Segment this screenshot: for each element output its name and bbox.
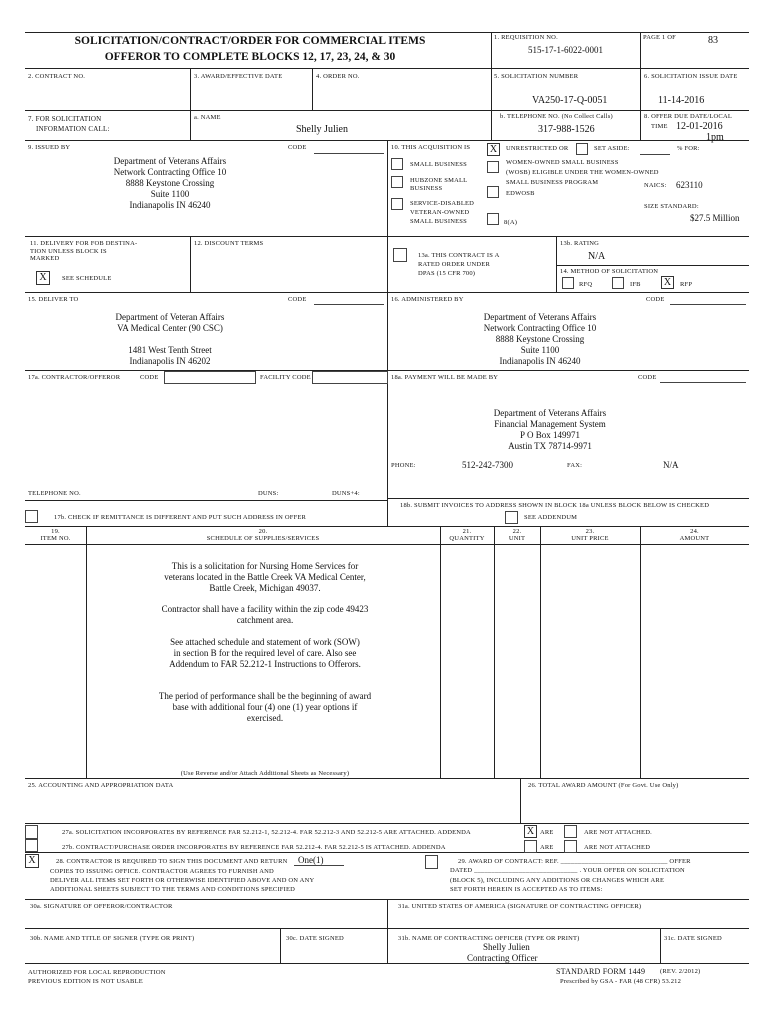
accounting-data-label: 25. ACCOUNTING AND APPROPRIATION DATA <box>28 782 174 789</box>
percent-for-label: % FOR: <box>677 145 700 152</box>
contact-name-label: a. NAME <box>194 114 221 121</box>
order-no-label: 4. ORDER NO. <box>316 73 360 80</box>
telephone-number: 317-988-1526 <box>538 124 595 135</box>
col-unit-num: 22. <box>512 528 522 535</box>
payment-fax-label: FAX: <box>567 462 583 469</box>
schedule-paragraph-1: This is a solicitation for Nursing Home Services for veterans located in the Battle Creek VA Medical Center, Battle Creek, Michigan 49037. <box>164 561 366 593</box>
deliver-to-label: 15. DELIVER TO <box>28 296 79 303</box>
rated-order-checkbox[interactable] <box>393 248 407 262</box>
size-standard-label: SIZE STANDARD: <box>644 203 699 210</box>
deliver-to-address: Department of Veteran Affairs VA Medical Center (90 CSC) 1481 West Tenth Street Indianapolis IN 46202 <box>115 312 225 366</box>
unrestricted-label: UNRESTRICTED OR <box>506 145 569 152</box>
footer-reproduction-note: AUTHORIZED FOR LOCAL REPRODUCTION PREVIOUS EDITION IS NOT USABLE <box>28 969 166 985</box>
8a-label: 8(A) <box>504 219 518 226</box>
schedule-paragraph-4: The period of performance shall be the beginning of award base with additional four (4) one (1) year options if exercised. <box>158 691 372 723</box>
contractor-code-field[interactable] <box>164 371 256 384</box>
info-call-label-1: 7. FOR SOLICITATION <box>28 115 102 123</box>
award-date-label: 3. AWARD/EFFECTIVE DATE <box>194 73 283 80</box>
contact-name: Shelly Julien <box>296 124 348 135</box>
solicitation-method-label: 14. METHOD OF SOLICITATION <box>560 268 659 275</box>
27a-not-attached-label: ARE NOT ATTACHED. <box>584 829 652 836</box>
duns-label: DUNS: <box>258 490 279 497</box>
naics-label: NAICS: <box>644 182 667 189</box>
edwosb-label: EDWOSB <box>506 190 535 197</box>
8a-checkbox[interactable] <box>487 213 499 225</box>
29-text-line1: 29. AWARD OF CONTRACT: REF. _______________________________ OFFER <box>458 858 691 865</box>
contracting-officer-name: Shelly Julien <box>483 942 530 952</box>
remittance-label: 17b. CHECK IF REMITTANCE IS DIFFERENT AND PUT SUCH ADDRESS IN OFFER <box>54 514 307 521</box>
col-unit-price: UNIT PRICE <box>571 535 609 542</box>
discount-terms-label: 12. DISCOUNT TERMS <box>194 240 264 247</box>
wosb-label: WOMEN-OWNED SMALL BUSINESS (WOSB) ELIGIBLE UNDER THE WOMEN-OWNED SMALL BUSINESS PROGRAM <box>506 159 659 186</box>
acquisition-label: 10. THIS ACQUISITION IS <box>391 144 471 151</box>
naics-code: 623110 <box>676 180 703 190</box>
hubzone-checkbox[interactable] <box>391 176 403 188</box>
facility-code-field[interactable] <box>312 371 388 384</box>
offer-due-label: 8. OFFER DUE DATE/LOCAL <box>644 113 733 120</box>
ifb-label: IFB <box>630 281 641 288</box>
administered-by-code-label: CODE <box>646 296 665 303</box>
payment-phone: 512-242-7300 <box>462 460 513 470</box>
col-item-no-num: 19. <box>51 528 60 535</box>
29-checkbox[interactable] <box>425 855 438 869</box>
fob-destination-label: 11. DELIVERY FOR FOB DESTINA- TION UNLESS BLOCK IS MARKED <box>30 240 138 262</box>
solicitation-number: VA250-17-Q-0051 <box>532 95 608 106</box>
ifb-checkbox[interactable] <box>612 277 624 289</box>
27b-are-checkbox[interactable] <box>524 840 537 853</box>
see-schedule-label: SEE SCHEDULE <box>62 275 112 282</box>
footer-prescribed: Prescribed by GSA - FAR (48 CFR) 53.212 <box>560 978 682 985</box>
page-total: 83 <box>708 35 718 46</box>
rating-label: 13b. RATING <box>560 240 600 247</box>
rfq-label: RFQ <box>579 281 593 288</box>
31b-label: 31b. NAME OF CONTRACTING OFFICER (TYPE OR PRINT) <box>398 935 580 942</box>
set-aside-checkbox[interactable] <box>576 143 588 155</box>
remittance-checkbox[interactable] <box>25 510 38 523</box>
27b-not-attached-checkbox[interactable] <box>564 840 577 853</box>
offer-due-date: 12-01-2016 <box>676 121 723 132</box>
small-business-checkbox[interactable] <box>391 158 403 170</box>
27a-label: 27a. SOLICITATION INCORPORATES BY REFERENCE FAR 52.212-1, 52.212-4. FAR 52.212-3 AND 52.212-5 ARE ATTACHED. ADDENDA <box>62 829 471 836</box>
28-text-body: COPIES TO ISSUING OFFICE. CONTRACTOR AGREES TO FURNISH AND DELIVER ALL ITEMS SET FORTH OR OTHERWISE IDENTIFIED ABOVE AND ON ANY ADDITIONAL SHEETS SUBJECT TO THE TERMS AND CONDITIONS SPECIFIED <box>50 868 315 893</box>
issued-by-label: 9. ISSUED BY <box>28 144 71 151</box>
schedule-footnote: (Use Reverse and/or Attach Additional Sheets as Necessary) <box>180 770 350 777</box>
31c-label: 31c. DATE SIGNED <box>664 935 722 942</box>
27b-are-label: ARE <box>540 844 554 851</box>
telephone-no-label: TELEPHONE NO. <box>28 490 81 497</box>
solicitation-number-label: 5. SOLICITATION NUMBER <box>494 73 579 80</box>
offer-due-time: 1pm <box>706 132 724 143</box>
edwosb-checkbox[interactable] <box>487 186 499 198</box>
col-amount: AMOUNT <box>679 535 710 542</box>
schedule-paragraph-2: Contractor shall have a facility within the zip code 49423 catchment area. <box>161 604 369 625</box>
30a-label: 30a. SIGNATURE OF OFFEROR/CONTRACTOR <box>30 903 173 910</box>
deliver-to-code-label: CODE <box>288 296 307 303</box>
col-unit-price-num: 23. <box>585 528 595 535</box>
30c-label: 30c. DATE SIGNED <box>286 935 344 942</box>
col-quantity: QUANTITY <box>449 535 485 542</box>
duns4-label: DUNS+4: <box>332 490 360 497</box>
contracting-officer-title: Contracting Officer <box>467 953 538 963</box>
27b-checkbox[interactable] <box>25 839 38 852</box>
contractor-label: 17a. CONTRACTOR/OFFEROR <box>28 374 121 381</box>
administered-by-address: Department of Veterans Affairs Network Contracting Office 10 8888 Keystone Crossing Suite 1100 Indianapolis IN 46240 <box>483 312 597 366</box>
29-text-body: (BLOCK 5), INCLUDING ANY ADDITIONS OR CHANGES WHICH ARE SET FORTH HEREIN IS ACCEPTED AS TO ITEMS: <box>450 877 665 893</box>
30b-label: 30b. NAME AND TITLE OF SIGNER (TYPE OR PRINT) <box>30 935 195 942</box>
27b-label: 27b. CONTRACT/PURCHASE ORDER INCORPORATES BY REFERENCE FAR 52.212-4. FAR 52.212-5 IS ATTACHED. ADDENDA <box>62 844 446 851</box>
sdvosb-label: SERVICE-DISABLED VETERAN-OWNED SMALL BUSINESS <box>410 200 475 225</box>
requisition-number: 515-17-1-6022-0001 <box>528 45 603 55</box>
administered-by-label: 16. ADMINISTERED BY <box>391 296 464 303</box>
form-title-line1: SOLICITATION/CONTRACT/ORDER FOR COMMERCIAL ITEMS <box>74 35 426 47</box>
col-supplies: SCHEDULE OF SUPPLIES/SERVICES <box>206 535 320 542</box>
27b-not-attached-label: ARE NOT ATTACHED <box>584 844 651 851</box>
27a-are-label: ARE <box>540 829 554 836</box>
schedule-paragraph-3: See attached schedule and statement of work (SOW) in section B for the required level of care. Also see Addendum to FAR 52.212-1 Instructions to Offerors. <box>169 637 361 669</box>
wosb-checkbox[interactable] <box>487 161 499 173</box>
payment-code-label: CODE <box>638 374 657 381</box>
contractor-code-label: CODE <box>140 374 159 381</box>
rfp-checkbox[interactable]: X <box>661 276 674 289</box>
see-addendum-checkbox[interactable] <box>505 511 518 524</box>
28-checkbox[interactable]: X <box>25 854 39 868</box>
issuing-office-address: Department of Veterans Affairs Network Contracting Office 10 8888 Keystone Crossing Suite 1100 Indianapolis IN 46240 <box>113 156 227 210</box>
unrestricted-checkbox[interactable]: X <box>487 143 500 156</box>
29-text-line2: DATED ______________________________ . YOUR OFFER ON SOLICITATION <box>450 867 685 874</box>
see-addendum-label: SEE ADDENDUM <box>524 514 578 521</box>
contract-no-label: 2. CONTRACT NO. <box>28 73 86 80</box>
telephone-label: b. TELEPHONE NO. (No Collect Calls) <box>500 113 613 120</box>
issued-by-code-label: CODE <box>288 144 307 151</box>
27a-are-checkbox[interactable]: X <box>524 825 537 838</box>
footer-revision: (REV. 2/2012) <box>660 968 701 975</box>
total-award-label: 26. TOTAL AWARD AMOUNT (For Govt. Use Only) <box>528 782 679 789</box>
col-amount-num: 24. <box>690 528 699 535</box>
payment-by-label: 18a. PAYMENT WILL BE MADE BY <box>391 374 499 381</box>
28-text-line1: 28. CONTRACTOR IS REQUIRED TO SIGN THIS DOCUMENT AND RETURN <box>56 858 288 865</box>
footer-form-number: STANDARD FORM 1449 <box>556 967 646 976</box>
payment-fax: N/A <box>663 460 679 470</box>
rating-value: N/A <box>588 251 606 262</box>
sdvosb-checkbox[interactable] <box>391 198 403 210</box>
rated-order-label: 13a. THIS CONTRACT IS A RATED ORDER UNDER DPAS (15 CFR 700) <box>418 252 500 277</box>
col-unit: UNIT <box>508 535 526 542</box>
payment-phone-label: PHONE: <box>391 462 416 469</box>
set-aside-label: SET ASIDE: <box>594 145 630 152</box>
facility-code-label: FACILITY CODE <box>260 374 311 381</box>
hubzone-label: HUBZONE SMALL BUSINESS <box>410 177 468 192</box>
col-quantity-num: 21. <box>462 528 472 535</box>
28-copies: One(1) <box>298 855 324 865</box>
issue-date: 11-14-2016 <box>658 95 705 106</box>
payment-address: Department of Veterans Affairs Financial Management System P O Box 149971 Austin TX 78714-9971 <box>493 408 607 451</box>
page-label: PAGE 1 OF <box>643 34 676 41</box>
form-title-line2: OFFEROR TO COMPLETE BLOCKS 12, 17, 23, 24, & 30 <box>104 51 396 63</box>
submit-invoices-label: 18b. SUBMIT INVOICES TO ADDRESS SHOWN IN BLOCK 18a UNLESS BLOCK BELOW IS CHECKED <box>400 502 710 509</box>
see-schedule-checkbox[interactable]: X <box>36 271 50 285</box>
info-call-label-2: INFORMATION CALL: <box>36 125 110 133</box>
27a-not-attached-checkbox[interactable] <box>564 825 577 838</box>
small-business-label: SMALL BUSINESS <box>410 161 467 168</box>
requisition-label: 1. REQUISITION NO. <box>494 34 558 41</box>
size-standard-value: $27.5 Million <box>690 213 740 223</box>
offer-due-time-label: TIME <box>651 123 668 130</box>
rfp-label: RFP <box>680 281 693 288</box>
31a-label: 31a. UNITED STATES OF AMERICA (SIGNATURE OF CONTRACTING OFFICER) <box>398 903 642 910</box>
27a-checkbox[interactable] <box>25 825 38 839</box>
col-supplies-num: 20. <box>258 528 268 535</box>
col-item-no: ITEM NO. <box>40 535 71 542</box>
issue-date-label: 6. SOLICITATION ISSUE DATE <box>644 73 738 80</box>
rfq-checkbox[interactable] <box>562 277 574 289</box>
